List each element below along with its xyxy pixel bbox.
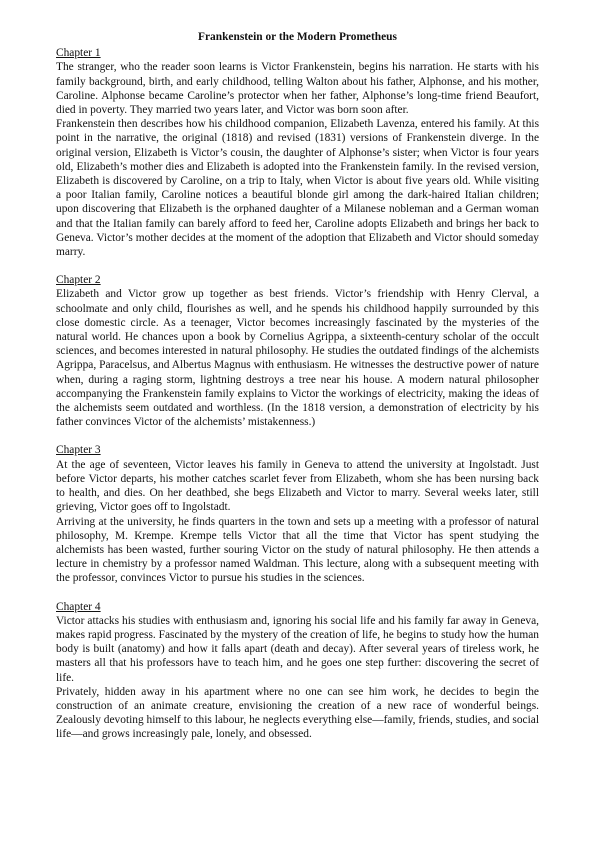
chapter-3-paragraph-1: At the age of seventeen, Victor leaves his family in Geneva to attend the university at Ingolstadt. Just before Victor departs, his mother catches scarlet fever from Elizabeth, whom she has been nursing back to health, and dies. On her deathbed, she begs Elizabeth and Victor to marry. Several weeks later, still grieving, Victor goes off to Ingolstadt. [56, 458, 539, 514]
chapter-2-section [56, 273, 539, 429]
chapter-4-section [56, 600, 539, 742]
chapter-4-paragraph-1: Victor attacks his studies with enthusiasm and, ignoring his social life and his family far away in Geneva, makes rapid progress. Fascinated by the mystery of the creation of life, he begins to study how the human body is built (anatomy) and how it falls apart (death and decay). After several years of tireless work, he masters all that his professors have to teach him, and he goes one step further: discovering the secret of life. [56, 614, 539, 684]
chapter-1-paragraph-2: Frankenstein then describes how his childhood companion, Elizabeth Lavenza, entered his family. At this point in the narrative, the original (1818) and revised (1831) versions of Frankenstein diverge. In the original version, Elizabeth is Victor’s cousin, the daughter of Alphonse’s sister; when Victor is four years old, Elizabeth’s mother dies and Elizabeth is adopted into the Frankenstein family. In the revised version, Elizabeth is discovered by Caroline, on a trip to Italy, when Victor is about five years old. While visiting a poor Italian family, Caroline notices a beautiful blonde girl among the dark-haired Italian children; upon discovering that Elizabeth is the orphaned daughter of a Milanese nobleman and a German woman and that the Italian family can barely afford to feed her, Caroline adopts Elizabeth and brings her back to Geneva. Victor’s mother decides at the moment of the adoption that Elizabeth and Victor should someday marry. [56, 118, 539, 259]
document-title: Frankenstein or the Modern Prometheus [198, 31, 397, 43]
chapter-3-heading: Chapter 3 [56, 444, 101, 457]
document-page [56, 30, 539, 756]
chapter-4-heading: Chapter 4 [56, 600, 101, 613]
chapter-3-section [56, 443, 539, 585]
chapter-3-paragraph-2: Arriving at the university, he finds quarters in the town and sets up a meeting with a professor of natural philosophy, M. Krempe. Krempe tells Victor that all the time that Victor has spent studying the alchemists has been wasted, further souring Victor on the study of natural philosophy. He then attends a lecture in chemistry by a professor named Waldman. This lecture, along with a subsequent meeting with the professor, convinces Victor to pursue his studies in the sciences. [56, 515, 539, 585]
chapter-1-paragraph-1: The stranger, who the reader soon learns is Victor Frankenstein, begins his narration. He starts with his family background, birth, and early childhood, telling Walton about his father, Alphonse, and his mother, Caroline. Alphonse became Caroline’s protector when her father, Alphonse’s long-time friend Beaufort, died in poverty. They married two years later, and Victor was born soon after. [56, 61, 539, 117]
chapter-1-section [56, 46, 539, 259]
chapter-2-heading: Chapter 2 [56, 274, 101, 287]
chapter-2-paragraph-1: Elizabeth and Victor grow up together as best friends. Victor’s friendship with Henry Clerval, a schoolmate and only child, flourishes as well, and he spends his childhood happily surrounded by this close domestic circle. As a teenager, Victor becomes increasingly fascinated by the mysteries of the natural world. He chances upon a book by Cornelius Agrippa, a sixteenth-century scholar of the occult sciences, and becomes interested in natural philosophy. He studies the outdated findings of the alchemists Agrippa, Paracelsus, and Albertus Magnus with enthusiasm. He witnesses the destructive power of nature when, during a raging storm, lightning destroys a tree near his house. A modern natural philosopher accompanying the Frankenstein family explains to Victor the workings of electricity, making the ideas of the alchemists seem outdated and worthless. (In the 1818 version, a demonstration of electricity by his father convinces Victor of the alchemists’ mistakenness.) [56, 288, 539, 429]
chapter-4-paragraph-2: Privately, hidden away in his apartment where no one can see him work, he decides to begin the construction of an animate creature, envisioning the creation of a new race of wonderful beings. Zealously devoting himself to this labour, he neglects everything else—family, friends, studies, and social life—and grows increasingly pale, lonely, and obsessed. [56, 685, 539, 741]
chapter-1-heading: Chapter 1 [56, 47, 101, 60]
